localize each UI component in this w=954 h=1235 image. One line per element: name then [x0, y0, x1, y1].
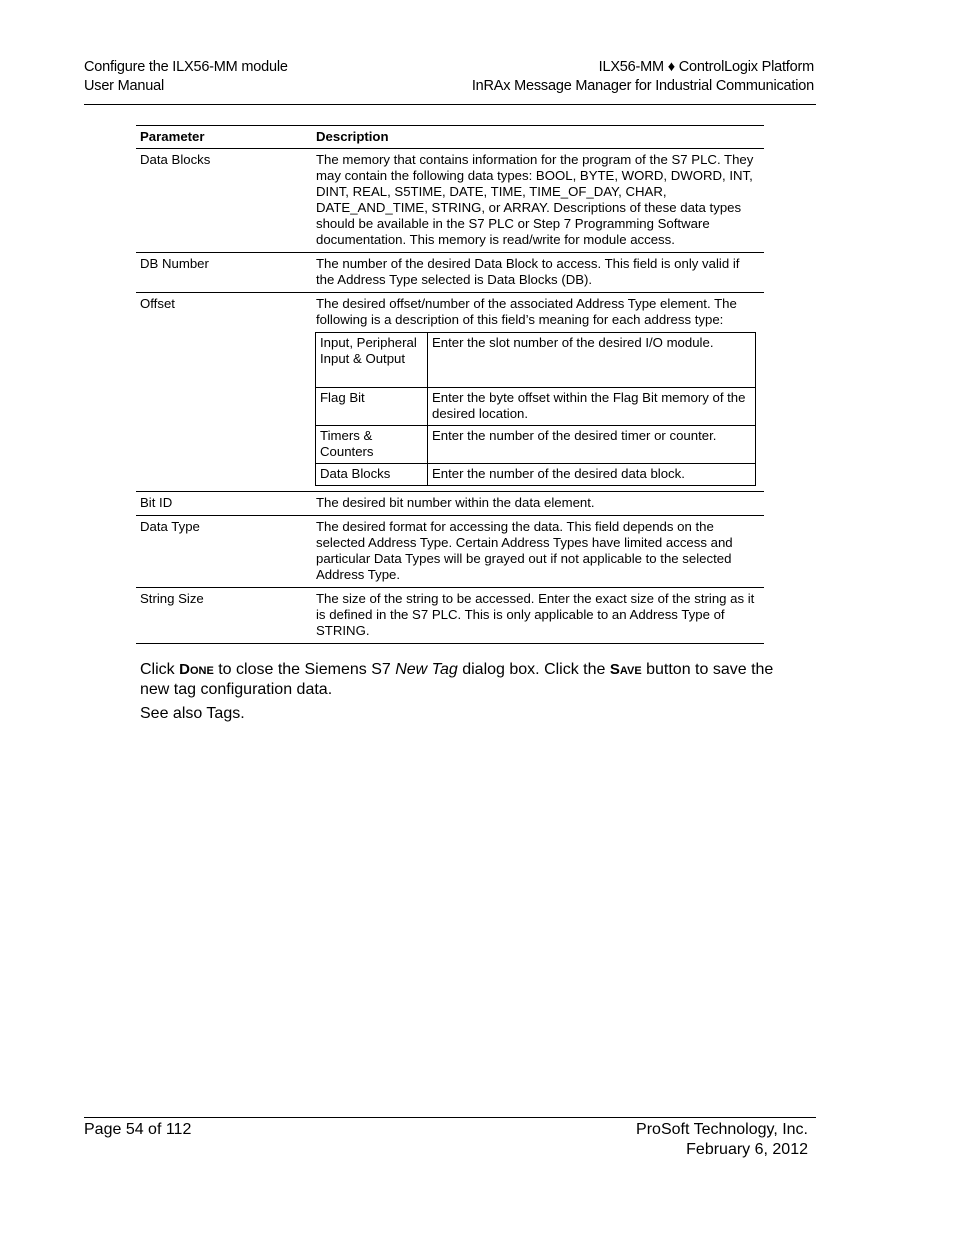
address-type-description: Enter the byte offset within the Flag Bit memory of the desired location.	[428, 388, 756, 426]
address-type-description: Enter the slot number of the desired I/O module.	[428, 333, 756, 388]
table-row	[136, 492, 764, 516]
param-description: The desired offset/number of the associated Address Type element. The following is a description of this field’s meaning for each address type:	[316, 296, 737, 327]
table-row	[136, 588, 764, 644]
address-type-description: Enter the number of the desired timer or counter.	[428, 426, 756, 464]
publish-date: February 6, 2012	[686, 1141, 808, 1158]
done-keyword: Done	[179, 661, 214, 678]
address-type: Data Blocks	[316, 464, 428, 486]
header-doc-type: User Manual	[84, 78, 164, 94]
header-product-subtitle: InRAx Message Manager for Industrial Communication	[471, 78, 814, 94]
footer-right	[636, 1120, 808, 1160]
table-header-row	[136, 126, 764, 149]
param-description-cell	[312, 293, 764, 492]
text-fragment: button to save the new tag configuration data.	[140, 661, 774, 698]
table-row	[136, 149, 764, 253]
param-name: Bit ID	[140, 495, 173, 510]
column-header-description: Description	[316, 129, 389, 144]
column-header-parameter: Parameter	[140, 129, 205, 144]
param-name: Offset	[140, 296, 175, 311]
subtable-row	[316, 464, 756, 486]
param-description: The memory that contains information for the program of the S7 PLC. They may contain the following data types: BOOL, BYTE, WORD, DWORD, INT, DINT, REAL, S5TIME, DATE, TIME, TIME_OF_DAY, CHAR, DATE_AND_TIME, STRING, or ARRAY. Descriptions of these data types should be available in the S7 PLC or Step 7 Programming Software documentation. This memory is read/write for module access.	[316, 152, 754, 247]
subtable-row	[316, 333, 756, 388]
offset-subtable	[315, 332, 756, 486]
subtable-row	[316, 426, 756, 464]
text-fragment: dialog box. Click the	[457, 661, 610, 678]
save-keyword: Save	[609, 661, 642, 678]
instruction-paragraph	[140, 660, 780, 700]
table-row	[136, 293, 764, 492]
header-product: ILX56-MM ♦ ControlLogix Platform	[598, 59, 814, 75]
param-name: String Size	[140, 591, 204, 606]
address-type: Flag Bit	[316, 388, 428, 426]
address-type-description: Enter the number of the desired data block.	[428, 464, 756, 486]
param-name: Data Type	[140, 519, 200, 534]
new-tag-term: New Tag	[395, 661, 458, 678]
param-description: The number of the desired Data Block to access. This field is only valid if the Address Type selected is Data Blocks (DB).	[316, 256, 740, 287]
param-name: DB Number	[140, 256, 209, 271]
header-right	[472, 58, 814, 96]
see-also-paragraph: See also Tags.	[140, 705, 245, 722]
header-divider	[84, 104, 816, 105]
company-name: ProSoft Technology, Inc.	[636, 1121, 808, 1138]
subtable-row	[316, 388, 756, 426]
footer-divider	[84, 1117, 816, 1118]
address-type: Timers & Counters	[316, 426, 428, 464]
param-description: The desired format for accessing the data. This field depends on the selected Address Type. Certain Address Types have limited access and particular Data Types will be grayed out if not applicable to the selected Address Type.	[316, 519, 733, 582]
parameter-table	[136, 125, 764, 644]
table-row	[136, 516, 764, 588]
page-number: Page 54 of 112	[84, 1121, 192, 1138]
param-description: The size of the string to be accessed. Enter the exact size of the string as it is defined in the S7 PLC. This is only applicable to an Address Type of STRING.	[316, 591, 755, 638]
header-left	[84, 58, 288, 96]
header-module-title: Configure the ILX56-MM module	[84, 59, 288, 75]
text-fragment: Click	[140, 661, 180, 678]
param-name: Data Blocks	[140, 152, 211, 167]
text-fragment: to close the Siemens S7	[213, 661, 396, 678]
table-row	[136, 253, 764, 293]
address-type: Input, Peripheral Input & Output	[316, 333, 428, 388]
param-description: The desired bit number within the data element.	[316, 495, 595, 510]
body-text	[140, 660, 780, 728]
